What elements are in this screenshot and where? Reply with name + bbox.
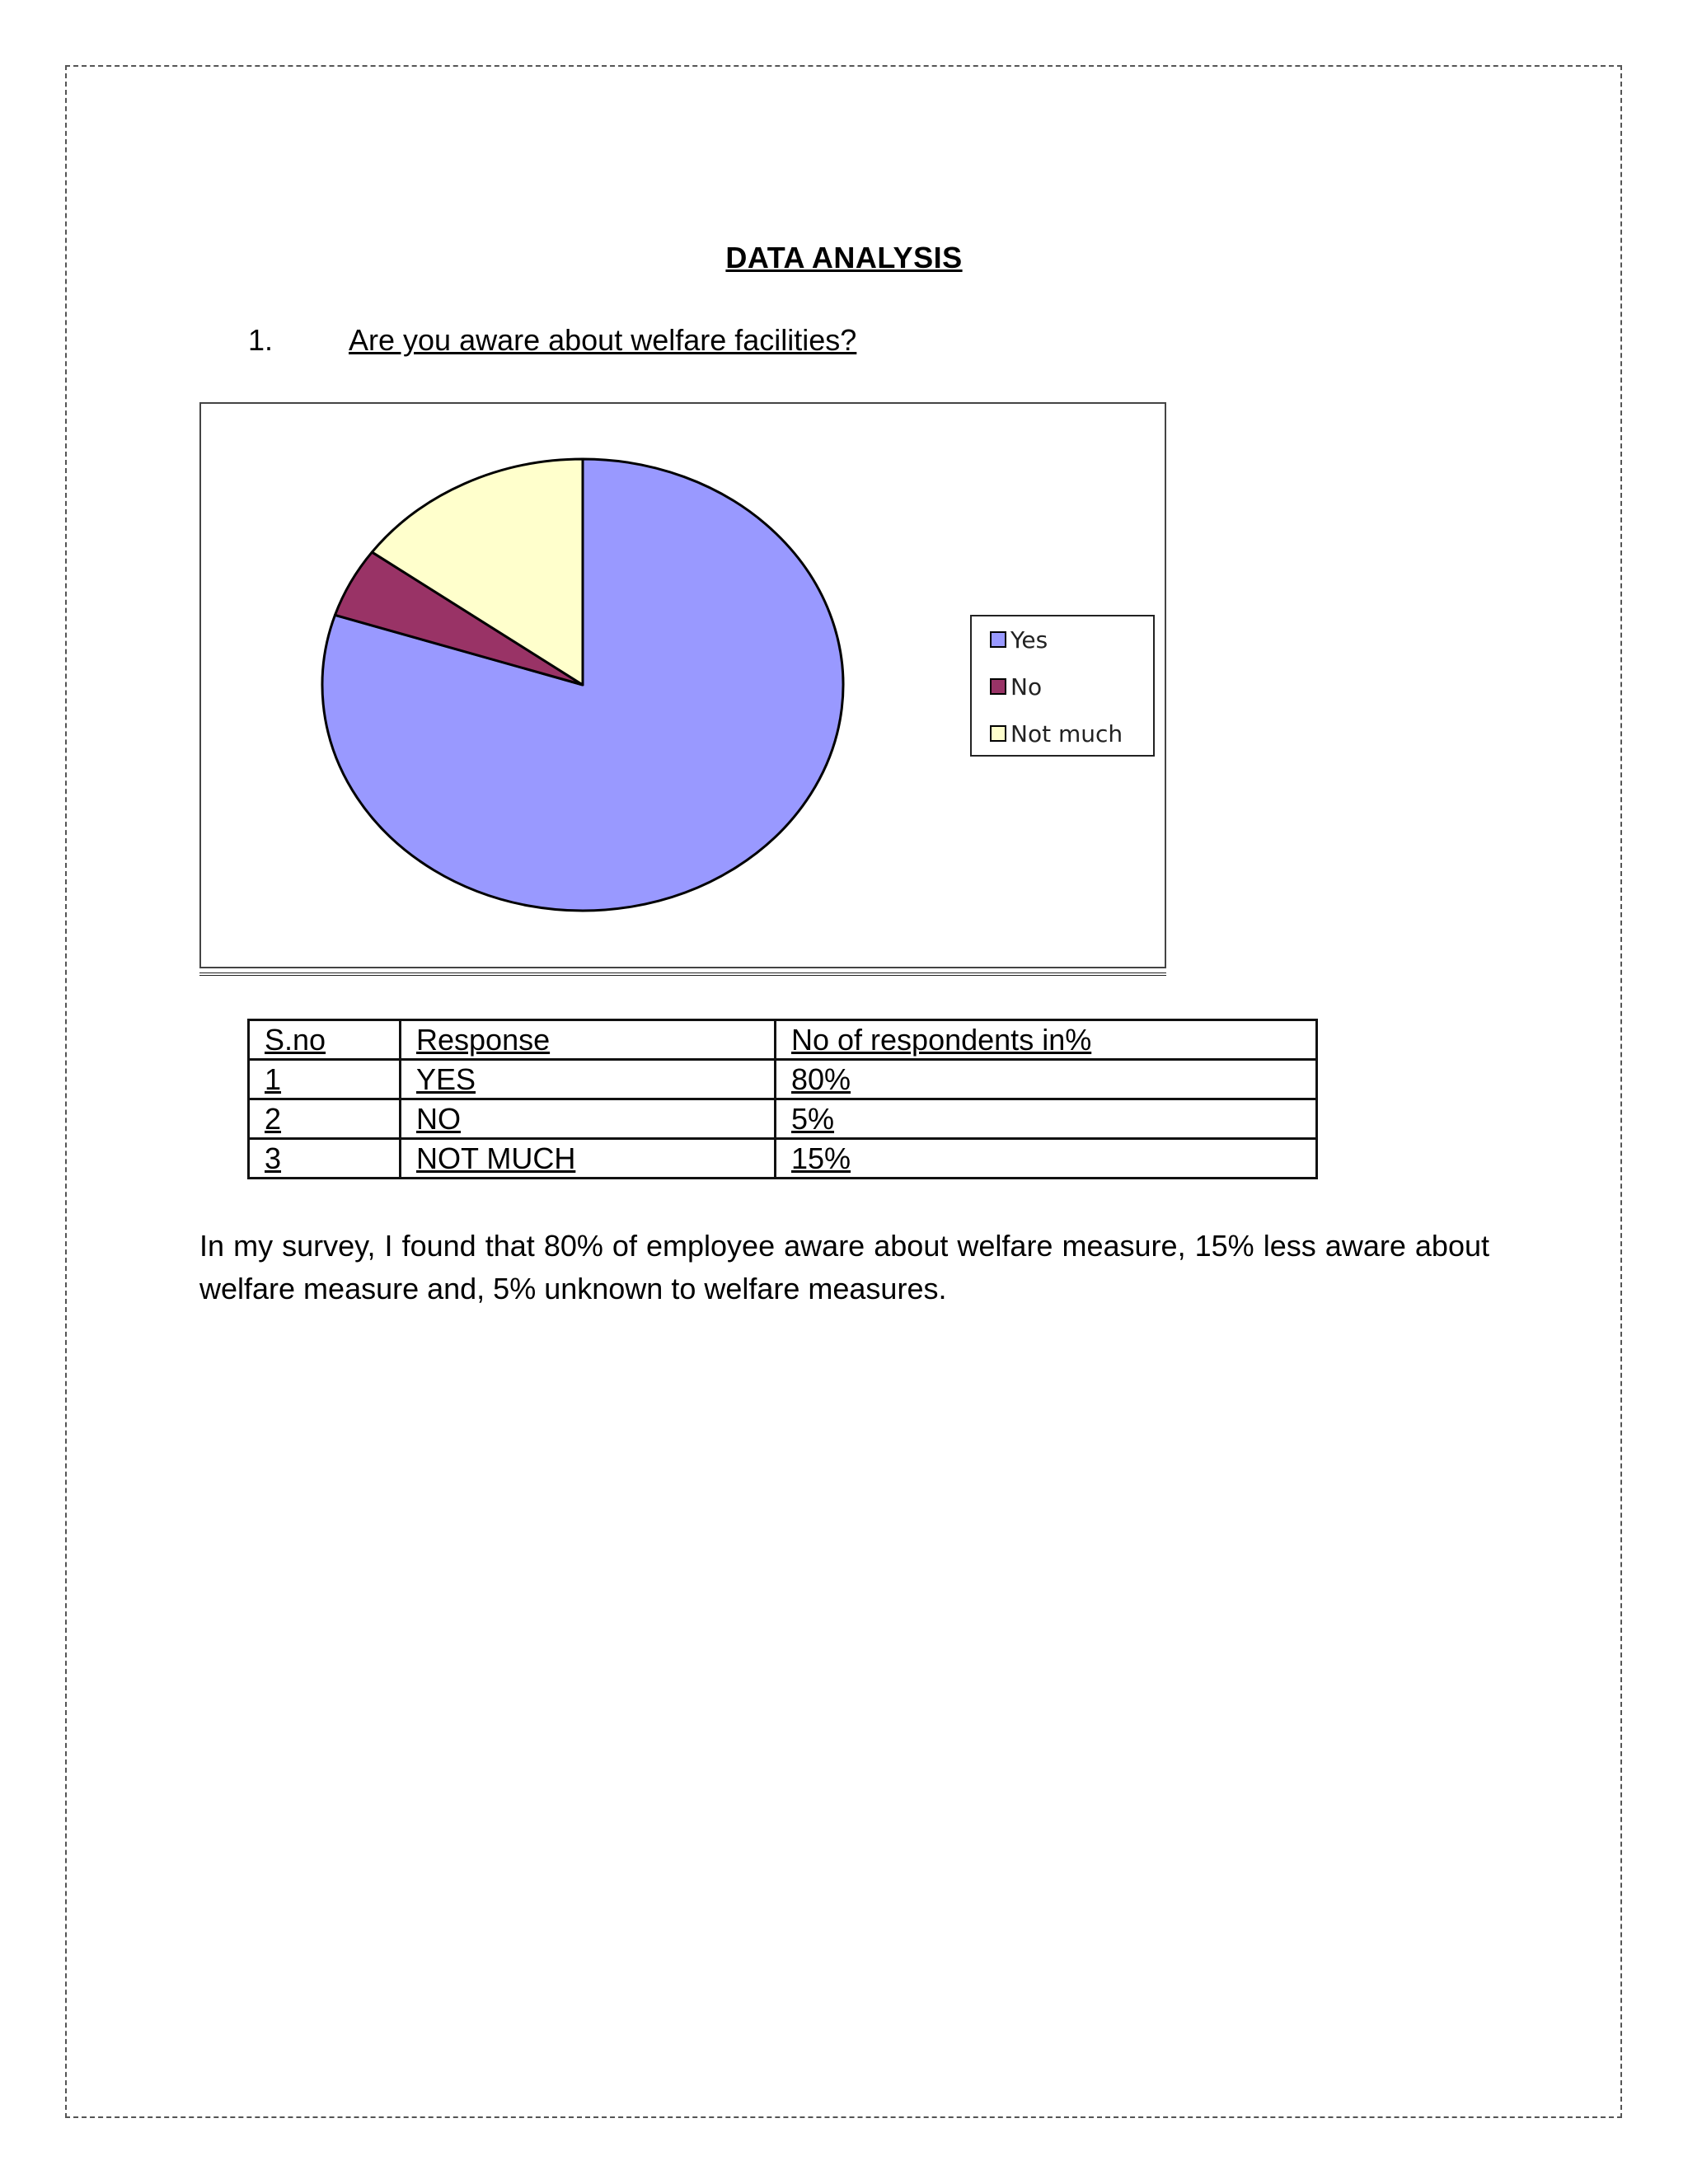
- cell-sno: 2: [249, 1099, 401, 1139]
- cell-response: NO: [401, 1099, 776, 1139]
- legend-label-no: No: [1010, 673, 1043, 701]
- legend-swatch-yes: [991, 632, 1006, 647]
- table-header-row: [249, 1020, 1317, 1060]
- question-text: Are you aware about welfare facilities?: [349, 323, 857, 357]
- question-number: 1.: [248, 323, 274, 357]
- table-row: [249, 1139, 1317, 1179]
- cell-respondents: 5%: [776, 1099, 1317, 1139]
- header-respondents: No of respondents in%: [776, 1020, 1317, 1060]
- header-sno: S.no: [249, 1020, 401, 1060]
- page-heading: DATA ANALYSIS: [725, 241, 963, 274]
- summary-paragraph: In my survey, I found that 80% of employee aware about welfare measure, 15% less aware about welfare measure and, 5% unknown to welfare measures.: [199, 1229, 1489, 1305]
- cell-sno: 3: [249, 1139, 401, 1179]
- legend-label-yes: Yes: [1010, 626, 1048, 654]
- table-row: [249, 1060, 1317, 1099]
- pie-chart: [201, 404, 1165, 967]
- pie-slices: [322, 459, 843, 911]
- header-response: Response: [401, 1020, 776, 1060]
- cell-response: NOT MUCH: [401, 1139, 776, 1179]
- cell-response: YES: [401, 1060, 776, 1099]
- pie-chart-frame: [199, 402, 1166, 968]
- legend-swatch-no: [991, 679, 1006, 694]
- chart-legend: [971, 616, 1154, 756]
- cell-respondents: 80%: [776, 1060, 1317, 1099]
- legend-label-not-much: Not much: [1010, 720, 1123, 748]
- chart-underline: [199, 972, 1166, 976]
- responses-table: [247, 1019, 1318, 1179]
- table-row: [249, 1099, 1317, 1139]
- legend-swatch-not-much: [991, 726, 1006, 741]
- cell-sno: 1: [249, 1060, 401, 1099]
- cell-respondents: 15%: [776, 1139, 1317, 1179]
